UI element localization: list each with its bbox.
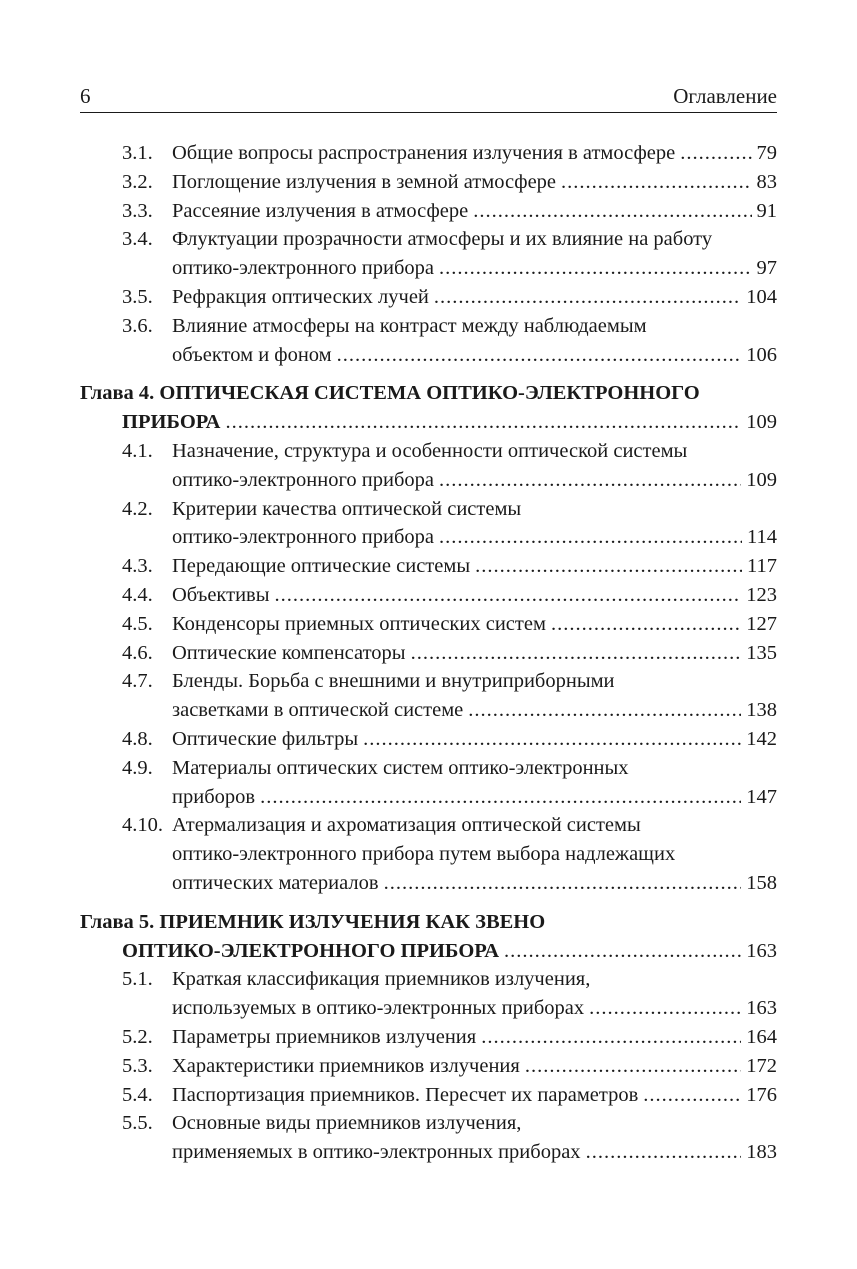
section-title: объектом и фоном xyxy=(172,343,332,366)
dot-leader xyxy=(384,869,742,898)
toc-line-with-page xyxy=(172,254,777,283)
section-number: 4.9. xyxy=(122,756,153,779)
toc-entry-line xyxy=(0,994,857,1023)
section-title: Характеристики приемников излучения xyxy=(172,1054,520,1077)
dot-leader xyxy=(586,1138,742,1167)
section-title: Поглощение излучения в земной атмосфере xyxy=(172,170,557,193)
section-title: Влияние атмосферы на контраст между наблюдаемым xyxy=(172,314,647,337)
section-title: Назначение, структура и особенности оптической системы xyxy=(172,439,688,462)
toc-entry-line xyxy=(0,139,857,168)
toc-entry-line xyxy=(0,1023,857,1052)
page-reference: 79 xyxy=(756,142,777,164)
toc-line-with-page xyxy=(172,139,777,168)
section-number: 4.5. xyxy=(122,612,153,635)
section-title: Рассеяние излучения в атмосфере xyxy=(172,199,469,222)
dot-leader xyxy=(363,725,741,754)
table-of-contents xyxy=(0,139,857,1167)
dot-leader xyxy=(551,610,741,639)
dot-leader xyxy=(468,696,741,725)
section-number: 3.3. xyxy=(122,199,153,222)
toc-line-with-page xyxy=(172,610,777,639)
toc-line-with-page xyxy=(172,1052,777,1081)
page-reference: 109 xyxy=(746,468,777,491)
page-reference: 183 xyxy=(746,1141,777,1164)
section-title: Атермализация и ахроматизация оптической системы xyxy=(172,814,641,837)
toc-line-with-page xyxy=(172,639,777,668)
dot-leader xyxy=(275,581,742,610)
toc-line-with-page xyxy=(172,696,777,725)
section-number: 4.10. xyxy=(122,814,163,837)
running-head: Оглавление xyxy=(673,84,777,108)
section-title: приборов xyxy=(172,785,256,808)
chapter-spacer xyxy=(0,369,857,379)
toc-line-with-page xyxy=(122,408,777,437)
toc-entry-line xyxy=(0,965,857,994)
toc-entry-line xyxy=(0,1081,857,1110)
section-number: 5.4. xyxy=(122,1083,153,1106)
section-number: 3.5. xyxy=(122,285,153,308)
toc-entry-line xyxy=(0,754,857,783)
toc-entry-line xyxy=(0,639,857,668)
toc-entry-line xyxy=(0,869,857,898)
section-title: оптико-электронного прибора xyxy=(172,526,434,549)
dot-leader xyxy=(643,1081,741,1110)
section-number: 4.7. xyxy=(122,670,153,693)
section-number: 4.8. xyxy=(122,727,153,750)
chapter-title: Глава 4. ОПТИЧЕСКАЯ СИСТЕМА ОПТИКО-ЭЛЕКТРОННОГО xyxy=(80,382,700,405)
toc-entry-line xyxy=(0,312,857,341)
section-title: применяемых в оптико-электронных приборах xyxy=(172,1141,581,1164)
section-number: 4.2. xyxy=(122,497,153,520)
section-title: Оптические фильтры xyxy=(172,727,359,750)
toc-entry-line xyxy=(0,725,857,754)
toc-line-with-page xyxy=(172,341,777,370)
page-reference: 164 xyxy=(746,1025,777,1048)
dot-leader xyxy=(680,139,751,168)
toc-entry-line xyxy=(0,254,857,283)
section-number: 5.3. xyxy=(122,1054,153,1077)
toc-line-with-page xyxy=(172,197,777,226)
toc-entry-line xyxy=(0,1138,857,1167)
section-title: оптических материалов xyxy=(172,871,379,894)
page-reference: 83 xyxy=(756,170,777,193)
toc-entry-line xyxy=(0,783,857,812)
page-reference: 172 xyxy=(746,1054,777,1077)
chapter-spacer xyxy=(0,898,857,908)
dot-leader xyxy=(504,937,741,966)
toc-entry-line xyxy=(0,341,857,370)
page-number: 6 xyxy=(80,84,91,108)
page-reference: 158 xyxy=(746,871,777,894)
toc-line-with-page xyxy=(172,1023,777,1052)
section-title: Критерии качества оптической системы xyxy=(172,497,522,520)
section-number: 3.4. xyxy=(122,228,153,251)
dot-leader xyxy=(481,1023,741,1052)
page-header xyxy=(80,82,777,113)
toc-chapter-line xyxy=(0,379,857,408)
toc-line-with-page xyxy=(172,552,777,581)
toc-line-with-page xyxy=(172,283,777,312)
toc-entry-line xyxy=(0,283,857,312)
toc-entry-line xyxy=(0,225,857,254)
toc-entry-line xyxy=(0,495,857,524)
toc-line-with-page xyxy=(172,581,777,610)
toc-entry-line xyxy=(0,696,857,725)
page-reference: 163 xyxy=(746,939,777,962)
dot-leader xyxy=(439,523,742,552)
section-number: 3.1. xyxy=(122,142,153,164)
page-reference: 109 xyxy=(746,411,777,434)
dot-leader xyxy=(475,552,742,581)
toc-line-with-page xyxy=(172,783,777,812)
section-title: Флуктуации прозрачности атмосферы и их влияние на работу xyxy=(172,228,713,251)
section-number: 4.6. xyxy=(122,641,153,664)
page-reference: 147 xyxy=(746,785,777,808)
page-reference: 163 xyxy=(746,997,777,1020)
page-reference: 123 xyxy=(746,583,777,606)
section-title: Объективы xyxy=(172,583,270,606)
section-title: Передающие оптические системы xyxy=(172,555,471,578)
dot-leader xyxy=(589,994,741,1023)
section-title: Бленды. Борьба с внешними и внутриприборными xyxy=(172,670,615,693)
toc-line-with-page xyxy=(172,1081,777,1110)
section-title: Краткая классификация приемников излучения, xyxy=(172,968,591,991)
toc-entry-line xyxy=(0,466,857,495)
toc-entry-line xyxy=(0,1052,857,1081)
toc-entry-line xyxy=(0,523,857,552)
page-reference: 176 xyxy=(746,1083,777,1106)
section-title: Материалы оптических систем оптико-электронных xyxy=(172,756,629,779)
toc-entry-line xyxy=(0,840,857,869)
toc-entry-line xyxy=(0,581,857,610)
section-title: оптико-электронного прибора xyxy=(172,468,434,491)
chapter-title: ПРИБОРА xyxy=(122,411,221,434)
dot-leader xyxy=(260,783,741,812)
dot-leader xyxy=(473,197,751,226)
page-reference: 106 xyxy=(746,343,777,366)
toc-entry-line xyxy=(0,168,857,197)
dot-leader xyxy=(411,639,742,668)
page-reference: 135 xyxy=(746,641,777,664)
section-number: 4.3. xyxy=(122,555,153,578)
section-number: 5.5. xyxy=(122,1112,153,1135)
section-number: 3.6. xyxy=(122,314,153,337)
toc-line-with-page xyxy=(172,168,777,197)
section-number: 5.1. xyxy=(122,968,153,991)
section-number: 3.2. xyxy=(122,170,153,193)
dot-leader xyxy=(337,341,742,370)
dot-leader xyxy=(561,168,751,197)
dot-leader xyxy=(225,408,741,437)
section-title: Конденсоры приемных оптических систем xyxy=(172,612,546,635)
section-title: используемых в оптико-электронных приборах xyxy=(172,997,585,1020)
page-reference: 117 xyxy=(747,555,777,578)
chapter-title: Глава 5. ПРИЕМНИК ИЗЛУЧЕНИЯ КАК ЗВЕНО xyxy=(80,910,546,933)
section-title: Паспортизация приемников. Пересчет их параметров xyxy=(172,1083,639,1106)
toc-chapter-line xyxy=(0,937,857,966)
dot-leader xyxy=(439,254,752,283)
toc-entry-line xyxy=(0,667,857,696)
toc-entry-line xyxy=(0,552,857,581)
page-reference: 97 xyxy=(756,257,777,280)
section-title: Рефракция оптических лучей xyxy=(172,285,429,308)
dot-leader xyxy=(434,283,741,312)
page-reference: 91 xyxy=(756,199,777,222)
dot-leader xyxy=(525,1052,741,1081)
toc-entry-line xyxy=(0,1109,857,1138)
section-title: Общие вопросы распространения излучения в атмосфере xyxy=(172,142,676,164)
section-title: засветками в оптической системе xyxy=(172,699,464,722)
toc-line-with-page xyxy=(172,523,777,552)
toc-entry-line xyxy=(0,610,857,639)
section-title: Параметры приемников излучения xyxy=(172,1025,477,1048)
toc-entry-line xyxy=(0,197,857,226)
page-reference: 138 xyxy=(746,699,777,722)
section-title: оптико-электронного прибора путем выбора надлежащих xyxy=(172,843,676,866)
toc-line-with-page xyxy=(172,1138,777,1167)
section-title: Основные виды приемников излучения, xyxy=(172,1112,522,1135)
section-number: 4.4. xyxy=(122,583,153,606)
toc-chapter-line xyxy=(0,408,857,437)
dot-leader xyxy=(439,466,741,495)
toc-line-with-page xyxy=(172,466,777,495)
page-reference: 127 xyxy=(746,612,777,635)
toc-chapter-line xyxy=(0,908,857,937)
section-number: 4.1. xyxy=(122,439,153,462)
toc-entry-line xyxy=(0,811,857,840)
page-reference: 114 xyxy=(747,526,777,549)
toc-entry-line xyxy=(0,437,857,466)
section-number: 5.2. xyxy=(122,1025,153,1048)
toc-line-with-page xyxy=(172,725,777,754)
toc-line-with-page xyxy=(122,937,777,966)
toc-line-with-page xyxy=(172,869,777,898)
page-reference: 142 xyxy=(746,727,777,750)
page-reference: 104 xyxy=(746,285,777,308)
chapter-title: ОПТИКО-ЭЛЕКТРОННОГО ПРИБОРА xyxy=(122,939,499,962)
section-title: Оптические компенсаторы xyxy=(172,641,406,664)
toc-line-with-page xyxy=(172,994,777,1023)
section-title: оптико-электронного прибора xyxy=(172,257,434,280)
